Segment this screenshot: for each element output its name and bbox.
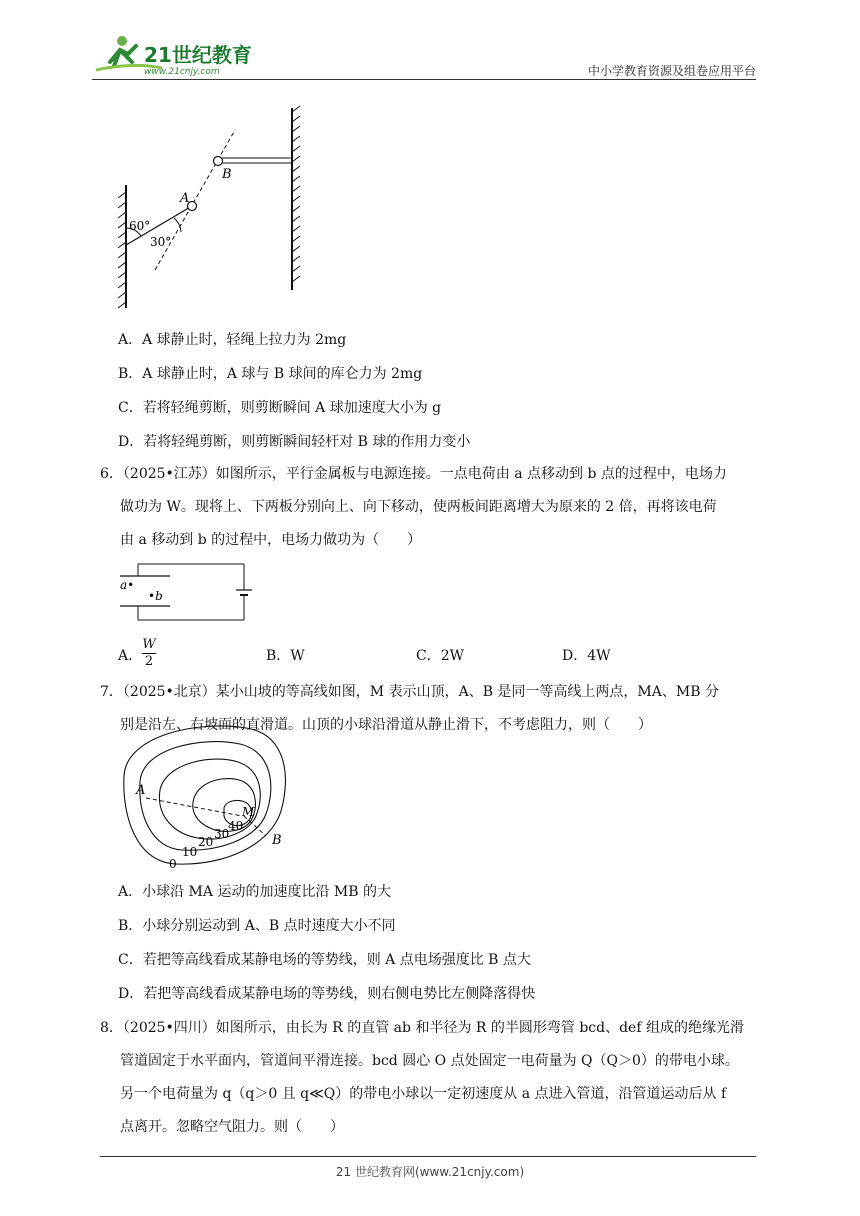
q7-option-a[interactable]: A．小球沿 MA 运动的加速度比沿 MB 的大 <box>118 884 391 900</box>
label-b: B <box>222 167 232 182</box>
label-angle-60: 60° <box>129 219 151 233</box>
label-a: A <box>136 783 146 798</box>
q6-option-d[interactable]: D．4W <box>562 648 611 664</box>
label-contour-0: 0 <box>169 857 177 871</box>
logo-text: 21世纪教育 <box>144 43 252 67</box>
label-contour-30: 30 <box>214 827 230 841</box>
q6-figure <box>116 558 256 628</box>
q7-option-b[interactable]: B．小球分别运动到 A、B 点时速度大小不同 <box>118 918 396 934</box>
fraction-w-over-2 <box>142 637 156 670</box>
logo-url: www.21cnjy.com <box>144 67 220 77</box>
label-angle-30: 30° <box>150 235 172 249</box>
fraction-numerator: W <box>142 637 156 652</box>
label-point-b: •b <box>148 589 163 603</box>
q6-line-3: 由 a 移动到 b 的过程中，电场力做功为（ ） <box>120 532 422 548</box>
label-point-a: a• <box>120 578 135 592</box>
label-a: A <box>180 191 190 206</box>
right-wall-hatch <box>292 106 300 282</box>
q5-figure <box>110 100 310 310</box>
q8-stem <box>100 1012 768 1144</box>
fraction-denominator: 2 <box>144 654 154 669</box>
q7-option-d[interactable]: D．若把等高线看成某静电场的等势线，则右侧电势比左侧降落得快 <box>118 986 536 1002</box>
footer-text[interactable]: 21 世纪教育网(www.21cnjy.com) <box>335 1165 525 1179</box>
dashed-axis <box>155 130 235 270</box>
q6-options <box>118 637 718 670</box>
q7-line-1: 7．（2025•北京）某小山坡的等高线如图，M 表示山顶，A、B 是同一等高线上两点，MA、MB 分 <box>100 684 719 700</box>
q6-line-1: 6．（2025•江苏）如图所示，平行金属板与电源连接。一点电荷由 a 点移动到 b 点的过程中，电场力 <box>100 466 727 482</box>
q5-option-c[interactable]: C．若将轻绳剪断，则剪断瞬间 A 球加速度大小为 g <box>118 400 442 416</box>
q6-option-c[interactable]: C．2W <box>416 648 465 664</box>
footer-divider <box>100 1156 756 1157</box>
q6-option-b[interactable]: B．W <box>266 648 305 664</box>
q7-contour-figure <box>116 716 296 872</box>
header-divider <box>92 79 756 80</box>
q5-option-b[interactable]: B．A 球静止时，A 球与 B 球间的库仑力为 2mg <box>118 366 423 382</box>
q6-stem <box>100 458 768 557</box>
q6-option-a[interactable] <box>118 637 156 669</box>
q8-line-3: 另一个电荷量为 q（q＞0 且 q≪Q）的带电小球以一定初速度从 a 点进入管道，沿管道运动后从 f <box>120 1086 727 1102</box>
q5-option-a[interactable]: A．A 球静止时，轻绳上拉力为 2mg <box>118 332 347 348</box>
q6-option-a-prefix: A． <box>118 648 143 664</box>
label-b: B <box>272 833 282 848</box>
q8-line-2: 管道固定于水平面内，管道间平滑连接。bcd 圆心 O 点处固定一电荷量为 Q（Q＞0）的带电小球。 <box>120 1053 739 1069</box>
label-m: M <box>242 805 255 819</box>
site-logo <box>92 32 262 78</box>
label-contour-40: 40 <box>228 819 244 833</box>
q8-line-1: 8．（2025•四川）如图所示，由长为 R 的直管 ab 和半径为 R 的半圆形弯管 bcd、def 组成的绝缘光滑 <box>100 1020 744 1036</box>
ball-b <box>214 157 223 166</box>
runner-logo-icon <box>92 32 262 78</box>
q5-option-d[interactable]: D．若将轻绳剪断，则剪断瞬间轻杆对 B 球的作用力变小 <box>118 434 471 450</box>
label-contour-20: 20 <box>198 835 214 849</box>
q7-option-c[interactable]: C．若把等高线看成某静电场的等势线，则 A 点电场强度比 B 点大 <box>118 952 531 968</box>
header-platform-text: 中小学教育资源及组卷应用平台 <box>587 64 756 78</box>
left-wall-hatch <box>118 192 126 308</box>
q6-line-2: 做功为 W。现将上、下两板分别向上、向下移动，使两板间距离增大为原来的 2 倍，再将该电荷 <box>120 499 717 515</box>
label-contour-10: 10 <box>182 845 198 859</box>
q7-line-2: 别是沿左、右坡面的直滑道。山顶的小球沿滑道从静止滑下，不考虑阻力，则（ ） <box>120 717 652 733</box>
q8-line-4: 点离开。忽略空气阻力。则（ ） <box>120 1119 344 1135</box>
